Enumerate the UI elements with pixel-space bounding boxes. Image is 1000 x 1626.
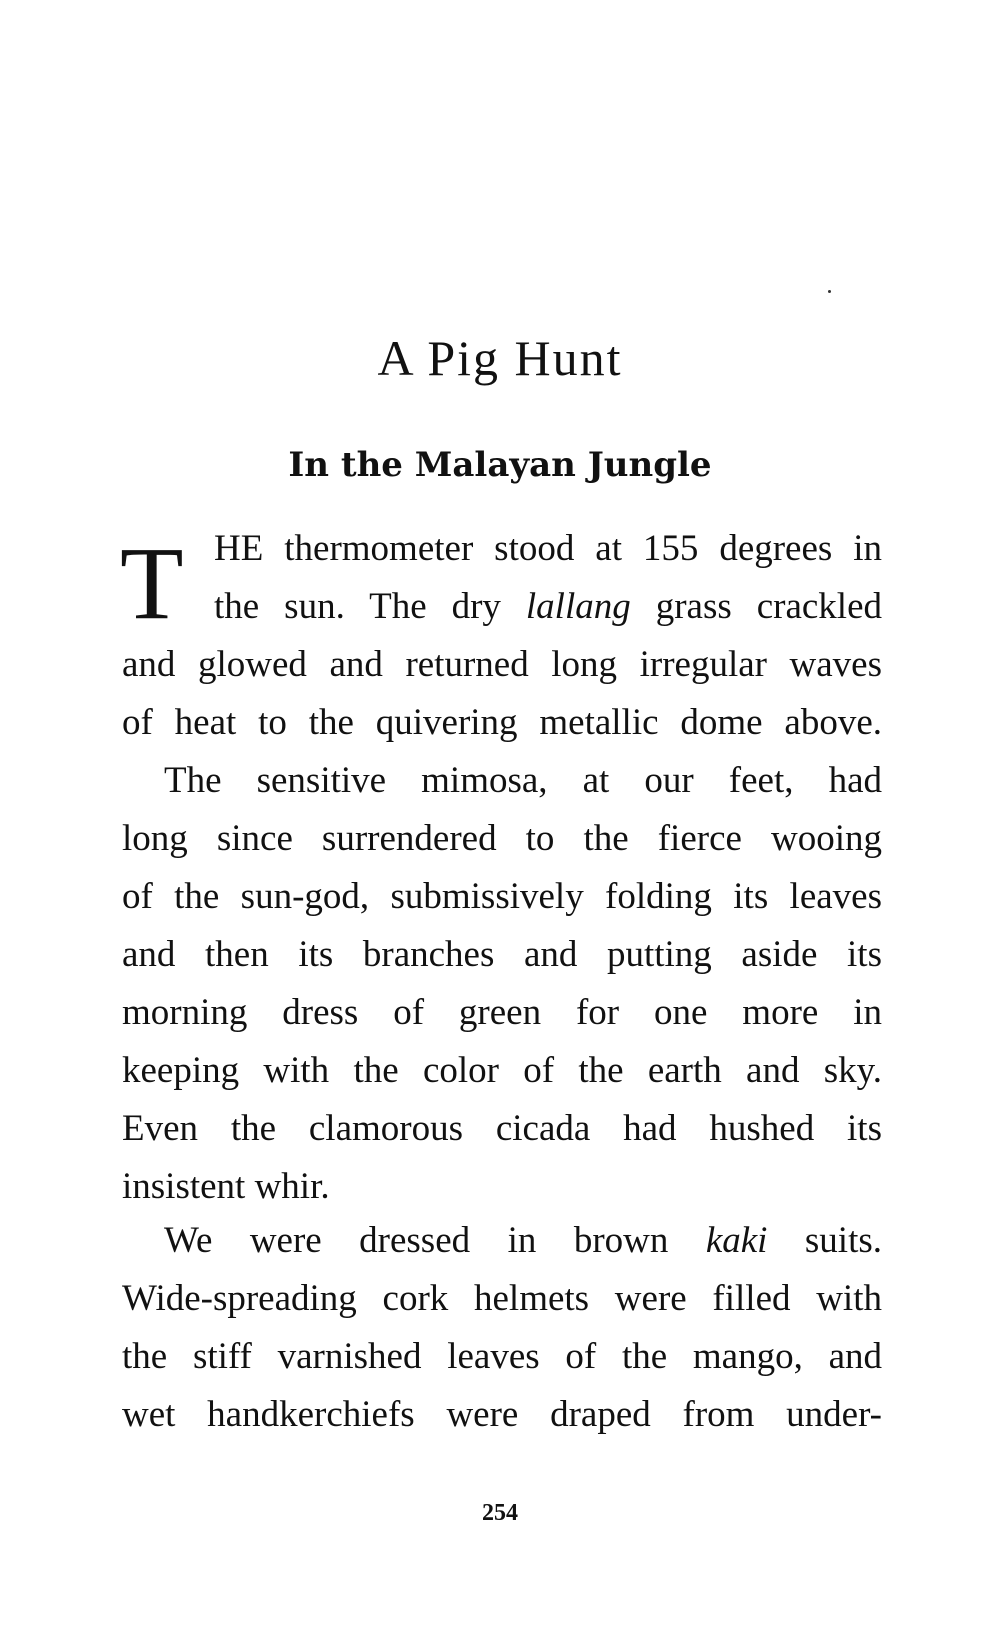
drop-cap: T bbox=[120, 526, 184, 641]
text-line: Even the clamorous cicada had hushed its bbox=[122, 1108, 882, 1149]
paragraph-1 bbox=[122, 520, 882, 752]
italic-word: lallang bbox=[525, 586, 631, 627]
page-number: 254 bbox=[482, 1500, 518, 1526]
text-line: the sun. The dry lallang grass crackled bbox=[214, 586, 882, 627]
text-line: of the sun-god, submissively folding its leaves bbox=[122, 876, 882, 917]
text-line: long since surrendered to the fierce wooing bbox=[122, 818, 882, 859]
text-line: morning dress of green for one more in bbox=[122, 992, 882, 1033]
text-line: HE thermometer stood at 155 degrees in bbox=[214, 528, 882, 569]
paragraph-3 bbox=[122, 1212, 882, 1444]
print-speck bbox=[828, 290, 831, 293]
text-line: Wide-spreading cork helmets were filled with bbox=[122, 1278, 882, 1319]
text-line: and then its branches and putting aside its bbox=[122, 934, 882, 975]
text-line: and glowed and returned long irregular waves bbox=[122, 644, 882, 685]
text-line: The sensitive mimosa, at our feet, had bbox=[164, 760, 882, 801]
text-line: of heat to the quivering metallic dome above. bbox=[122, 702, 882, 743]
text-line: We were dressed in brown kaki suits. bbox=[164, 1220, 882, 1261]
italic-word: kaki bbox=[705, 1220, 768, 1261]
chapter-subtitle: In the Malayan Jungle bbox=[288, 445, 712, 485]
text-line: wet handkerchiefs were draped from under- bbox=[122, 1394, 882, 1435]
paragraph-2 bbox=[122, 752, 882, 1216]
text-line: the stiff varnished leaves of the mango, and bbox=[122, 1336, 882, 1377]
text-line: insistent whir. bbox=[122, 1166, 330, 1207]
text-line: keeping with the color of the earth and sky. bbox=[122, 1050, 882, 1091]
chapter-title: A Pig Hunt bbox=[377, 330, 623, 386]
